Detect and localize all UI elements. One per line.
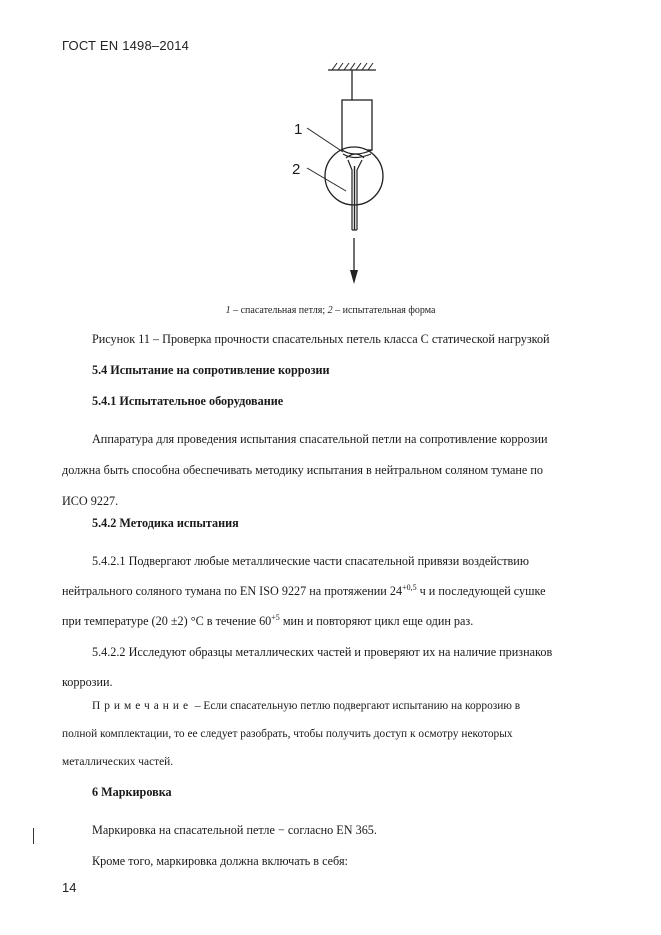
figure-caption: Рисунок 11 – Проверка прочности спасательных петель класса С статической нагрузкой	[92, 332, 550, 346]
para-5-4-2-2-line1: 5.4.2.2 Исследуют образцы металлических частей и проверяют их на наличие признаков	[92, 645, 553, 659]
callout-1-label: 1	[294, 121, 303, 138]
change-bar	[33, 828, 34, 844]
figure-drawing	[280, 58, 440, 298]
para-5-4-2-1-line3b: мин и повторяют цикл еще один раз.	[279, 614, 474, 628]
para-5-4-2-1-line1: 5.4.2.1 Подвергают любые металлические части спасательной привязи воздействию	[92, 554, 529, 568]
note-block	[62, 692, 599, 776]
figure-test-diagram	[280, 58, 440, 298]
para-5-4-2-1-line2b: ч и последующей сушке	[416, 584, 546, 598]
legend-number-2: 2	[327, 305, 333, 316]
paragraph-6	[62, 815, 599, 877]
para-6-line1: Маркировка на спасательной петле − согласно EN 365.	[92, 823, 377, 837]
ceiling-hatching	[332, 63, 373, 70]
callout-1-leader	[307, 128, 343, 152]
paragraph-5-4-2-1	[62, 546, 599, 636]
para-5-4-1-line3: ИСО 9227.	[62, 494, 119, 508]
page-number: 14	[62, 880, 77, 895]
legend-desc-1: – спасательная петля;	[230, 305, 328, 316]
note-line1: – Если спасательную петлю подвергают испытанию на коррозию в	[192, 700, 521, 712]
legend-number-1: 1	[225, 305, 231, 316]
figure-legend	[0, 305, 661, 316]
callout-2-label: 2	[292, 161, 301, 178]
heading-6: 6 Маркировка	[92, 785, 172, 799]
paragraph-5-4-2-2	[62, 637, 599, 697]
para-5-4-1-line1: Аппаратура для проведения испытания спасательной петли на сопротивление коррозии	[92, 432, 548, 446]
duration-tolerance-hours: +0,5	[402, 583, 417, 592]
para-5-4-2-1-line3a: при температуре (20 ±2) °С в течение 60	[62, 614, 272, 628]
note-line3: металлических частей.	[62, 756, 174, 768]
para-5-4-2-1-line2a: нейтрального соляного тумана по EN ISO 9227 на протяжении 24	[62, 584, 403, 598]
para-5-4-2-2-line2: коррозии.	[62, 675, 113, 689]
note-label: Примечание	[92, 700, 193, 712]
load-arrow-head	[350, 270, 358, 284]
paragraph-5-4-1	[62, 424, 599, 517]
legend-desc-2: – испытательная форма	[332, 305, 436, 316]
heading-5-4: 5.4 Испытание на сопротивление коррозии	[92, 363, 330, 377]
heading-5-4-1: 5.4.1 Испытательное оборудование	[92, 394, 284, 408]
test-form-cylinder	[342, 100, 372, 150]
para-5-4-1-line2: должна быть способна обеспечивать методику испытания в нейтральном соляном тумане по	[62, 463, 543, 477]
heading-5-4-2: 5.4.2 Методика испытания	[92, 516, 239, 530]
para-6-line2: Кроме того, маркировка должна включать в себя:	[92, 854, 348, 868]
duration-tolerance-minutes: +5	[271, 613, 280, 622]
document-header: ГОСТ EN 1498–2014	[62, 38, 190, 53]
note-line2: полной комплектации, то ее следует разобрать, чтобы получить доступ к осмотру некоторых	[62, 728, 513, 740]
